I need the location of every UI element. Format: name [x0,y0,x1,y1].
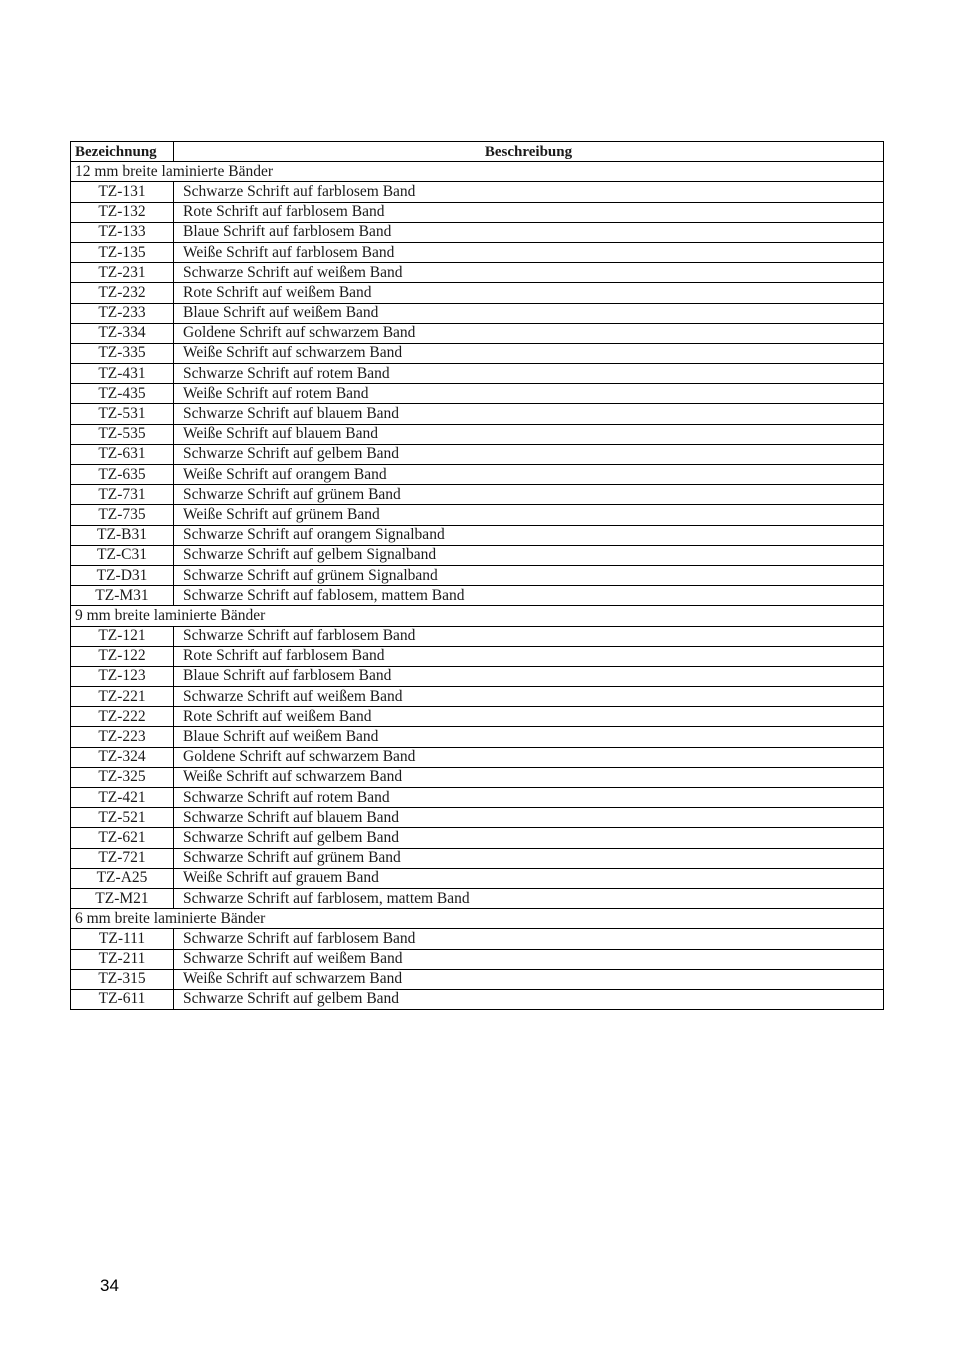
tape-code: TZ-435 [71,384,174,404]
tape-description: Schwarze Schrift auf orangem Signalband [174,525,884,545]
tape-description: Schwarze Schrift auf grünem Band [174,848,884,868]
tape-description: Schwarze Schrift auf blauem Band [174,404,884,424]
tape-code: TZ-334 [71,323,174,343]
tape-description: Weiße Schrift auf grünem Band [174,505,884,525]
tape-description: Schwarze Schrift auf weißem Band [174,263,884,283]
table-row [71,707,884,727]
tape-description: Goldene Schrift auf schwarzem Band [174,747,884,767]
tape-description: Schwarze Schrift auf blauem Band [174,808,884,828]
tape-code: TZ-A25 [71,868,174,888]
table-row [71,444,884,464]
tape-code: TZ-731 [71,485,174,505]
tape-description: Schwarze Schrift auf grünem Band [174,485,884,505]
tape-code: TZ-621 [71,828,174,848]
table-row [71,485,884,505]
table-row [71,666,884,686]
table-row [71,586,884,606]
section-title: 9 mm breite laminierte Bänder [71,606,884,626]
table-row [71,525,884,545]
tape-code: TZ-231 [71,263,174,283]
column-header-code: Bezeichnung [71,142,174,162]
tape-description: Schwarze Schrift auf farblosem Band [174,929,884,949]
tape-description: Schwarze Schrift auf weißem Band [174,687,884,707]
tape-description: Weiße Schrift auf blauem Band [174,424,884,444]
table-row [71,868,884,888]
tape-code: TZ-315 [71,969,174,989]
tape-code: TZ-611 [71,989,174,1009]
tape-code: TZ-111 [71,929,174,949]
tape-description: Schwarze Schrift auf gelbem Band [174,989,884,1009]
tape-code: TZ-631 [71,444,174,464]
tape-description: Schwarze Schrift auf gelbem Band [174,444,884,464]
table-row [71,687,884,707]
table-row [71,545,884,565]
table-row [71,465,884,485]
section-title: 6 mm breite laminierte Bänder [71,909,884,929]
tape-description: Schwarze Schrift auf fablosem, mattem Band [174,586,884,606]
table-row [71,303,884,323]
tape-code: TZ-131 [71,182,174,202]
table-row [71,384,884,404]
table-row [71,364,884,384]
table-row [71,949,884,969]
table-row [71,626,884,646]
tape-code: TZ-324 [71,747,174,767]
tape-code: TZ-531 [71,404,174,424]
tape-description: Weiße Schrift auf grauem Band [174,868,884,888]
tape-description: Weiße Schrift auf orangem Band [174,465,884,485]
tape-description: Rote Schrift auf weißem Band [174,707,884,727]
table-row [71,404,884,424]
tape-code: TZ-232 [71,283,174,303]
table-row [71,828,884,848]
tape-code: TZ-D31 [71,565,174,585]
table-row [71,424,884,444]
tape-code: TZ-325 [71,767,174,787]
tape-description: Weiße Schrift auf schwarzem Band [174,969,884,989]
tape-code: TZ-C31 [71,545,174,565]
table-row [71,989,884,1009]
tape-description: Weiße Schrift auf schwarzem Band [174,767,884,787]
table-row [71,263,884,283]
tape-code: TZ-133 [71,222,174,242]
table-row [71,646,884,666]
tape-description: Weiße Schrift auf farblosem Band [174,242,884,262]
table-row [71,848,884,868]
table-row [71,808,884,828]
tape-code: TZ-222 [71,707,174,727]
tape-code: TZ-721 [71,848,174,868]
tape-description: Blaue Schrift auf farblosem Band [174,222,884,242]
tape-description: Schwarze Schrift auf rotem Band [174,364,884,384]
table-row [71,767,884,787]
tape-description: Rote Schrift auf farblosem Band [174,646,884,666]
tape-code: TZ-431 [71,364,174,384]
table-row [71,929,884,949]
tape-description: Rote Schrift auf farblosem Band [174,202,884,222]
table-row [71,323,884,343]
tape-code: TZ-211 [71,949,174,969]
table-header-row [71,142,884,162]
tape-code: TZ-M31 [71,586,174,606]
tape-list-table [70,141,884,1010]
tape-code: TZ-135 [71,242,174,262]
tape-code: TZ-421 [71,788,174,808]
tape-code: TZ-B31 [71,525,174,545]
tape-description: Schwarze Schrift auf grünem Signalband [174,565,884,585]
tape-description: Schwarze Schrift auf gelbem Band [174,828,884,848]
tape-code: TZ-223 [71,727,174,747]
table-row [71,565,884,585]
tape-description: Schwarze Schrift auf farblosem Band [174,182,884,202]
table-row [71,727,884,747]
tape-code: TZ-735 [71,505,174,525]
table-row [71,182,884,202]
tape-description: Goldene Schrift auf schwarzem Band [174,323,884,343]
tape-code: TZ-535 [71,424,174,444]
tape-code: TZ-635 [71,465,174,485]
tape-description: Weiße Schrift auf rotem Band [174,384,884,404]
section-row [71,606,884,626]
section-title: 12 mm breite laminierte Bänder [71,162,884,182]
table-row [71,969,884,989]
tape-code: TZ-M21 [71,888,174,908]
tape-description: Blaue Schrift auf weißem Band [174,727,884,747]
tape-description: Schwarze Schrift auf rotem Band [174,788,884,808]
tape-code: TZ-122 [71,646,174,666]
tape-description: Schwarze Schrift auf gelbem Signalband [174,545,884,565]
tape-code: TZ-221 [71,687,174,707]
section-row [71,909,884,929]
table-row [71,888,884,908]
tape-description: Blaue Schrift auf weißem Band [174,303,884,323]
tape-code: TZ-233 [71,303,174,323]
tape-code: TZ-335 [71,343,174,363]
tape-code: TZ-521 [71,808,174,828]
page-number: 34 [100,1276,119,1295]
column-header-description: Beschreibung [174,142,884,162]
table-row [71,788,884,808]
table-row [71,747,884,767]
table-row [71,202,884,222]
tape-code: TZ-132 [71,202,174,222]
tape-description: Schwarze Schrift auf weißem Band [174,949,884,969]
tape-description: Schwarze Schrift auf farblosem, mattem Band [174,888,884,908]
table-row [71,343,884,363]
table-row [71,505,884,525]
tape-code: TZ-121 [71,626,174,646]
table-row [71,222,884,242]
table-row [71,242,884,262]
tape-code: TZ-123 [71,666,174,686]
table-body [71,162,884,1010]
table-row [71,283,884,303]
tape-description: Blaue Schrift auf farblosem Band [174,666,884,686]
tape-description: Schwarze Schrift auf farblosem Band [174,626,884,646]
section-row [71,162,884,182]
tape-description: Weiße Schrift auf schwarzem Band [174,343,884,363]
tape-description: Rote Schrift auf weißem Band [174,283,884,303]
